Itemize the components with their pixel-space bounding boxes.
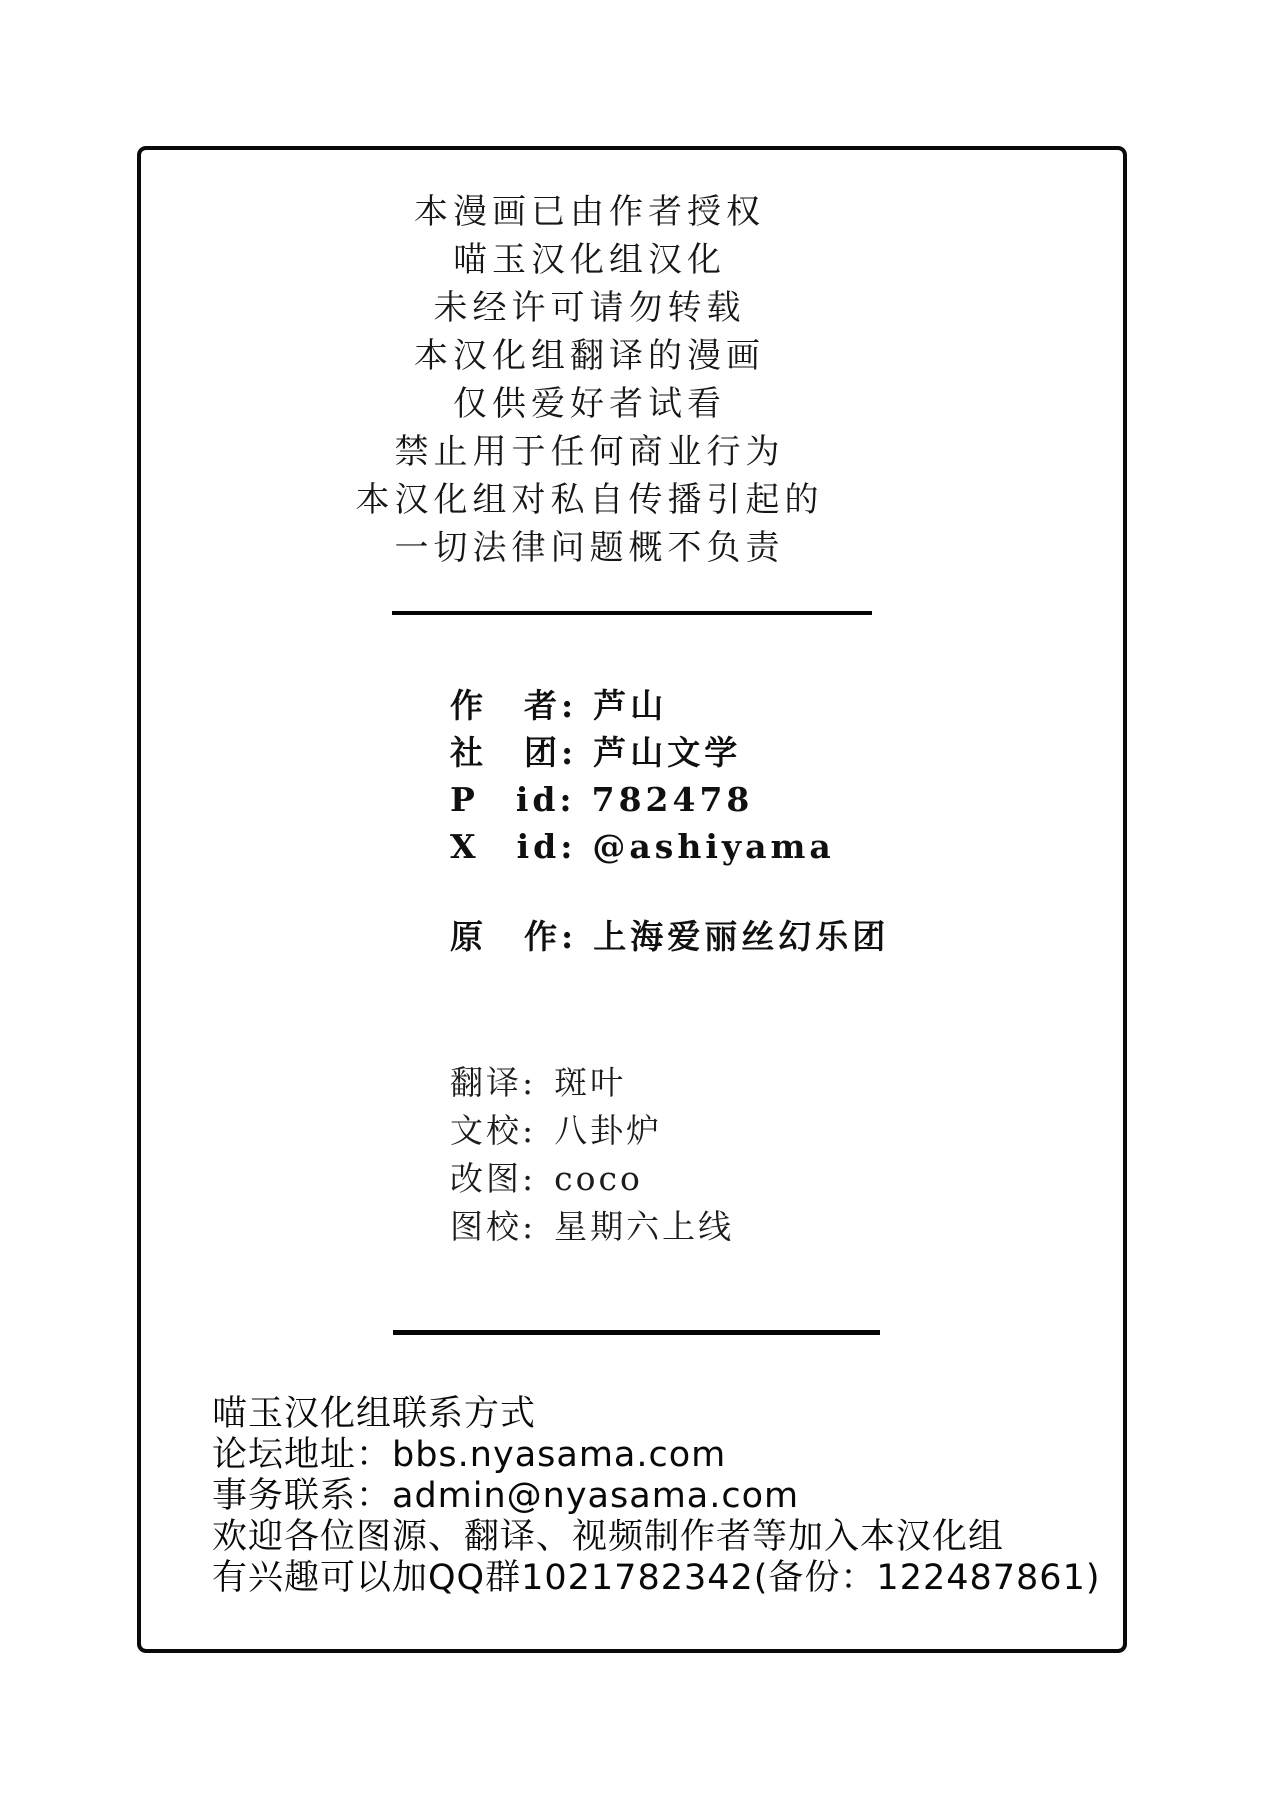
text-proof-row: [450, 1107, 734, 1155]
disclaimer-line: 未经许可请勿转载: [433, 288, 746, 328]
circle-label: 社 团:: [450, 733, 578, 772]
text-proof-value: 八卦炉: [554, 1111, 663, 1150]
circle-row: [450, 729, 889, 776]
translator-value: 斑叶: [554, 1063, 627, 1102]
redraw-row: [450, 1155, 734, 1203]
pixiv-id-value: 782478: [591, 780, 754, 819]
x-id-row: [450, 823, 889, 870]
disclaimer-line: 禁止用于任何商业行为: [394, 432, 785, 472]
author-value: 芦山: [593, 686, 668, 725]
qq-group-line: 有兴趣可以加QQ群1021782342(备份：122487861): [212, 1558, 1101, 1598]
image-proof-label: 图校:: [450, 1207, 537, 1246]
disclaimer-block: [141, 188, 1038, 572]
disclaimer-line: 一切法律问题概不负责: [394, 528, 785, 568]
contact-title: 喵玉汉化组联系方式: [212, 1394, 537, 1434]
original-work-value: 上海爱丽丝幻乐团: [593, 917, 890, 956]
pixiv-id-row: [450, 776, 889, 823]
circle-value: 芦山文学: [593, 733, 742, 772]
author-label: 作 者:: [450, 686, 578, 725]
image-proof-value: 星期六上线: [554, 1207, 735, 1246]
text-proof-label: 文校:: [450, 1111, 537, 1150]
disclaimer-line: 仅供爱好者试看: [453, 384, 726, 424]
translator-row: [450, 1059, 734, 1107]
pixiv-id-label: P id:: [450, 780, 576, 819]
contact-block: [212, 1394, 1101, 1599]
redraw-value: coco: [554, 1159, 643, 1198]
business-contact-line: 事务联系：admin@nyasama.com: [212, 1476, 800, 1516]
recruit-line: 欢迎各位图源、翻译、视频制作者等加入本汉化组: [212, 1517, 1005, 1557]
redraw-label: 改图:: [450, 1159, 537, 1198]
author-row: [450, 682, 889, 729]
disclaimer-line: 本汉化组对私自传播引起的: [355, 480, 824, 520]
author-info-block: [450, 682, 889, 960]
original-work-row: [450, 913, 889, 960]
disclaimer-line: 本漫画已由作者授权: [414, 192, 765, 232]
x-id-label: X id:: [450, 827, 577, 866]
translator-label: 翻译:: [450, 1063, 537, 1102]
x-id-value: @ashiyama: [592, 827, 835, 866]
staff-credits-block: [450, 1059, 734, 1251]
top-divider: [392, 611, 872, 615]
disclaimer-line: 喵玉汉化组汉化: [453, 240, 726, 280]
bottom-divider: [393, 1330, 880, 1335]
disclaimer-line: 本汉化组翻译的漫画: [414, 336, 765, 376]
border-frame: [137, 146, 1127, 1653]
image-proof-row: [450, 1203, 734, 1251]
original-work-label: 原 作:: [450, 917, 578, 956]
forum-address-line: 论坛地址：bbs.nyasama.com: [212, 1435, 727, 1475]
